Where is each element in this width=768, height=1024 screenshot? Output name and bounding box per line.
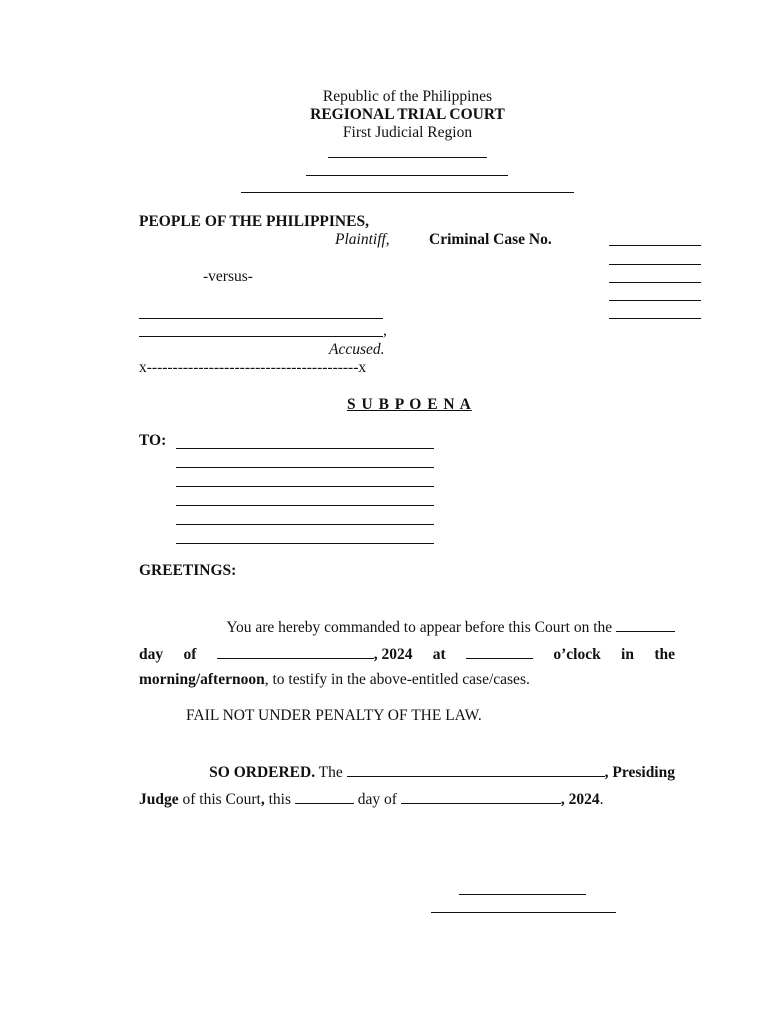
- in-word: in: [621, 646, 634, 663]
- accused-blank-2[interactable]: [139, 336, 383, 337]
- of-court-text: of this Court: [178, 791, 261, 808]
- this-text: this: [264, 791, 295, 808]
- case-number-blank-3[interactable]: [609, 282, 701, 283]
- header-region: First Judicial Region: [342, 124, 473, 141]
- case-number-label: Criminal Case No.: [429, 231, 552, 248]
- testify-text: , to testify in the above-entitled case/cases.: [264, 671, 530, 688]
- presiding-text: , Presiding: [604, 764, 675, 781]
- of-word: of: [183, 646, 197, 663]
- versus-text: -versus-: [203, 268, 253, 285]
- judge-name-blank[interactable]: [347, 762, 605, 777]
- court-comma: ,: [260, 791, 265, 808]
- at-word: at: [432, 646, 446, 663]
- penalty-warning: FAIL NOT UNDER PENALTY OF THE LAW.: [186, 707, 482, 724]
- oclock-word: o’clock: [553, 646, 601, 663]
- order-line-2: [139, 789, 675, 809]
- recipient-blank-5[interactable]: [176, 524, 434, 525]
- judge-word: Judge: [139, 791, 179, 808]
- case-number-blank-2[interactable]: [609, 264, 701, 265]
- command-text: You are hereby commanded to appear before this Court on the: [226, 619, 613, 636]
- accused-blank-1[interactable]: [139, 318, 383, 319]
- order-month-blank[interactable]: [401, 789, 561, 804]
- order-day-blank[interactable]: [295, 789, 354, 804]
- recipient-blank-1[interactable]: [176, 448, 434, 449]
- morning-afternoon: morning/afternoon: [139, 671, 265, 688]
- command-line-2: [139, 644, 675, 664]
- greetings: GREETINGS:: [139, 562, 237, 579]
- header-court: REGIONAL TRIAL COURT: [310, 106, 505, 123]
- day-word: day: [139, 646, 164, 663]
- order-line-1: [139, 762, 675, 782]
- command-line-1: [139, 617, 675, 637]
- plaintiff-name: PEOPLE OF THE PHILIPPINES,: [139, 213, 369, 230]
- accused-comma: ,: [383, 322, 387, 339]
- the-word: the: [654, 646, 675, 663]
- recipient-blank-6[interactable]: [176, 543, 434, 544]
- case-number-blank-5[interactable]: [609, 318, 701, 319]
- recipient-blank-2[interactable]: [176, 467, 434, 468]
- month-group: [217, 644, 413, 664]
- appearance-month-blank[interactable]: [217, 644, 374, 659]
- appearance-day-blank[interactable]: [616, 617, 675, 632]
- year-text: , 2024: [373, 646, 413, 663]
- address-blank[interactable]: [241, 192, 574, 193]
- the-text: The: [315, 764, 347, 781]
- document-title: S U B P O E N A: [347, 396, 472, 413]
- header-republic: Republic of the Philippines: [322, 88, 493, 105]
- caption-divider: x-----------------------------------------x: [139, 359, 367, 376]
- command-line-3: [139, 671, 675, 689]
- case-number-blank-1[interactable]: [609, 245, 701, 246]
- appearance-time-blank[interactable]: [466, 644, 533, 659]
- branch-blank[interactable]: [328, 157, 487, 158]
- accused-role: Accused.: [329, 341, 385, 358]
- plaintiff-role: Plaintiff,: [335, 231, 390, 248]
- signature-blank[interactable]: [459, 894, 586, 895]
- city-blank[interactable]: [306, 175, 508, 176]
- order-period: .: [599, 791, 604, 808]
- to-label: TO:: [139, 432, 167, 449]
- recipient-blank-4[interactable]: [176, 505, 434, 506]
- recipient-blank-3[interactable]: [176, 486, 434, 487]
- signatory-title-blank[interactable]: [431, 912, 616, 913]
- so-ordered: SO ORDERED.: [209, 764, 316, 781]
- order-year: , 2024: [560, 791, 600, 808]
- day-of-text: day of: [353, 791, 401, 808]
- case-number-blank-4[interactable]: [609, 300, 701, 301]
